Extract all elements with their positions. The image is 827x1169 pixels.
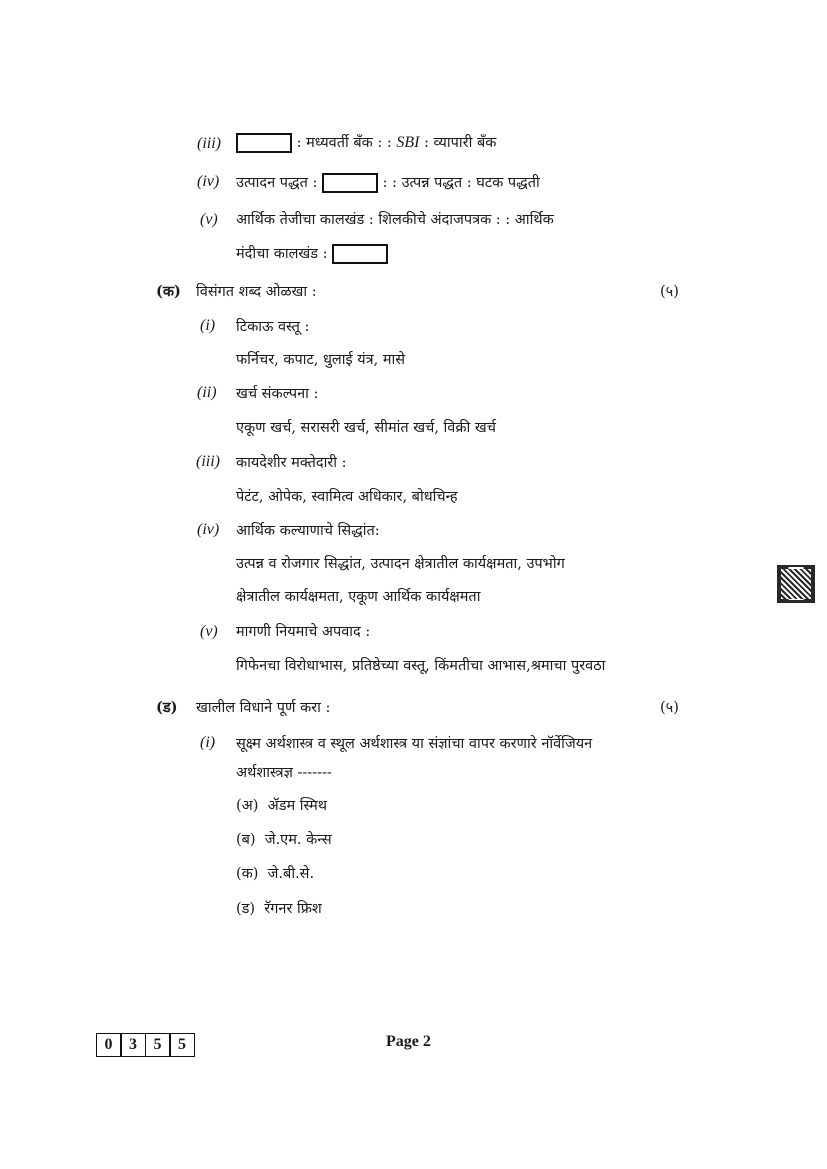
answer-blank xyxy=(322,173,378,193)
option-c-label: (क) xyxy=(236,866,259,882)
option-c-text: जे.बी.से. xyxy=(267,866,315,882)
item-iv-number: (iv) xyxy=(197,173,220,190)
k-iv-heading: आर्थिक कल्याणाचे सिद्धांत: xyxy=(236,523,380,539)
item-iii-sbi: SBI xyxy=(396,134,420,151)
item-iv-line xyxy=(236,172,540,193)
paper-code-digit: 0 xyxy=(96,1033,122,1057)
answer-blank xyxy=(332,244,388,264)
k-iii-heading: कायदेशीर मक्तेदारी : xyxy=(236,455,347,471)
d-i-question-line-1: सूक्ष्म अर्थशास्त्र व स्थूल अर्थशास्त्र या संज्ञांचा वापर करणारे नॉर्वेजियन xyxy=(236,736,593,752)
k-ii-text: एकूण खर्च, सरासरी खर्च, सीमांत खर्च, विक्री खर्च xyxy=(236,420,496,436)
item-v-number: (v) xyxy=(200,211,218,228)
item-v-line-1: आर्थिक तेजीचा कालखंड : शिलकीचे अंदाजपत्रक : : आर्थिक xyxy=(236,212,554,228)
option-d-label: (ड) xyxy=(236,901,256,917)
option-a xyxy=(236,795,327,815)
paper-code-digit: 3 xyxy=(120,1033,146,1057)
k-i-heading: टिकाऊ वस्तू : xyxy=(236,319,310,335)
k-v-heading: मागणी नियमाचे अपवाद : xyxy=(236,624,371,640)
k-v-number: (v) xyxy=(200,623,218,640)
paper-code-digit: 5 xyxy=(145,1033,171,1057)
qr-code-icon xyxy=(777,565,815,603)
k-iv-text-2: क्षेत्रातील कार्यक्षमता, एकूण आर्थिक कार्यक्षमता xyxy=(236,589,481,605)
item-iii-number: (iii) xyxy=(197,135,221,152)
option-a-label: (अ) xyxy=(236,798,259,814)
option-c xyxy=(236,863,314,883)
answer-blank xyxy=(236,133,292,153)
item-iii-text-2: : व्यापारी बँक xyxy=(424,135,497,151)
section-d-label: (ड) xyxy=(156,699,178,716)
page-number: Page 2 xyxy=(386,1033,431,1050)
option-d-text: रॅगनर फ्रिश xyxy=(264,901,322,917)
d-i-number: (i) xyxy=(200,734,216,751)
item-v-text: मंदीचा कालखंड : xyxy=(236,246,328,262)
item-iii-text-1: : मध्यवर्ती बँक : : xyxy=(296,135,392,151)
section-d-marks: (५) xyxy=(660,700,679,716)
item-iv-text-2: : : उत्पन्न पद्धत : घटक पद्धती xyxy=(382,175,540,191)
k-ii-heading: खर्च संकल्पना : xyxy=(236,386,319,402)
section-k-label: (क) xyxy=(156,283,181,300)
section-k-title: विसंगत शब्द ओळखा : xyxy=(196,284,317,300)
paper-code-digit: 5 xyxy=(169,1033,195,1057)
option-b-label: (ब) xyxy=(236,832,256,848)
k-v-text: गिफेनचा विरोधाभास, प्रतिष्ठेच्या वस्तू, किंमतीचा आभास,श्रमाचा पुरवठा xyxy=(236,658,606,674)
section-d-title: खालील विधाने पूर्ण करा : xyxy=(196,700,331,716)
option-a-text: ॲडम स्मिथ xyxy=(267,798,328,814)
k-iii-text: पेटंट, ओपेक, स्वामित्व अधिकार, बोधचिन्ह xyxy=(236,489,458,505)
k-ii-number: (ii) xyxy=(197,384,217,401)
d-i-question-line-2: अर्थशास्त्रज्ञ ------- xyxy=(236,765,332,781)
option-b-text: जे.एम. केन्स xyxy=(264,832,332,848)
option-b xyxy=(236,829,332,849)
paper-code xyxy=(97,1033,195,1057)
k-i-number: (i) xyxy=(200,317,216,334)
option-d xyxy=(236,898,322,918)
section-k-marks: (५) xyxy=(660,284,679,300)
k-iv-number: (iv) xyxy=(197,521,220,538)
k-iv-text: उत्पन्न व रोजगार सिद्धांत, उत्पादन क्षेत्रातील कार्यक्षमता, उपभोग xyxy=(236,556,565,572)
item-iv-text-1: उत्पादन पद्धत : xyxy=(236,175,318,191)
k-i-text: फर्निचर, कपाट, धुलाई यंत्र, मासे xyxy=(236,352,406,368)
k-iii-number: (iii) xyxy=(196,453,220,470)
item-v-line-2 xyxy=(236,243,388,264)
item-iii-line xyxy=(236,132,496,153)
